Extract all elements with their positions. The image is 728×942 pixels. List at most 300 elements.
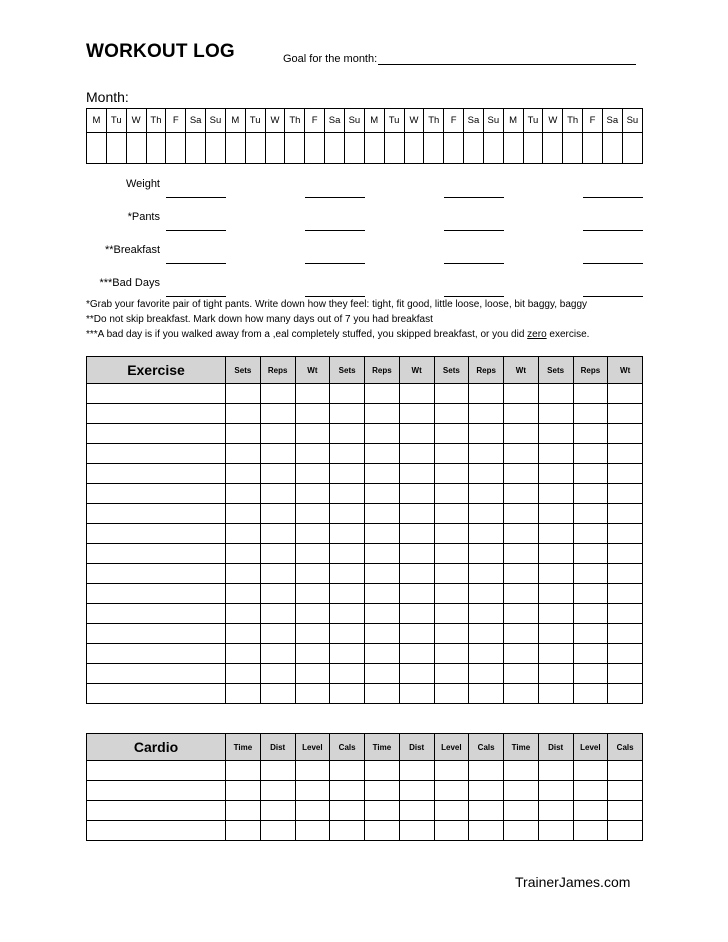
exercise-entry-cell[interactable] xyxy=(226,564,261,584)
exercise-entry-cell[interactable] xyxy=(573,664,608,684)
exercise-entry-cell[interactable] xyxy=(538,624,573,644)
exercise-entry-cell[interactable] xyxy=(504,564,539,584)
cardio-entry-cell[interactable] xyxy=(260,761,295,781)
exercise-entry-cell[interactable] xyxy=(226,684,261,704)
day-checkbox[interactable] xyxy=(166,133,186,164)
day-checkbox[interactable] xyxy=(126,133,146,164)
cardio-entry-cell[interactable] xyxy=(226,761,261,781)
exercise-entry-cell[interactable] xyxy=(330,684,365,704)
exercise-entry-cell[interactable] xyxy=(434,584,469,604)
day-checkbox[interactable] xyxy=(186,133,206,164)
exercise-entry-cell[interactable] xyxy=(608,444,643,464)
exercise-entry-cell[interactable] xyxy=(573,464,608,484)
exercise-entry-cell[interactable] xyxy=(226,524,261,544)
exercise-entry-cell[interactable] xyxy=(295,424,330,444)
exercise-entry-cell[interactable] xyxy=(608,564,643,584)
exercise-entry-cell[interactable] xyxy=(330,444,365,464)
exercise-entry-cell[interactable] xyxy=(608,384,643,404)
exercise-entry-cell[interactable] xyxy=(608,424,643,444)
exercise-name-cell[interactable] xyxy=(87,644,226,664)
exercise-name-cell[interactable] xyxy=(87,584,226,604)
tracking-entry-line[interactable] xyxy=(444,263,504,264)
day-checkbox[interactable] xyxy=(483,133,503,164)
exercise-entry-cell[interactable] xyxy=(330,464,365,484)
exercise-entry-cell[interactable] xyxy=(608,644,643,664)
exercise-entry-cell[interactable] xyxy=(608,404,643,424)
exercise-name-cell[interactable] xyxy=(87,424,226,444)
exercise-entry-cell[interactable] xyxy=(538,584,573,604)
day-checkbox[interactable] xyxy=(622,133,642,164)
exercise-entry-cell[interactable] xyxy=(608,604,643,624)
cardio-entry-cell[interactable] xyxy=(504,761,539,781)
exercise-entry-cell[interactable] xyxy=(295,604,330,624)
exercise-entry-cell[interactable] xyxy=(573,384,608,404)
tracking-entry-line[interactable] xyxy=(444,230,504,231)
exercise-entry-cell[interactable] xyxy=(434,664,469,684)
cardio-entry-cell[interactable] xyxy=(469,761,504,781)
exercise-entry-cell[interactable] xyxy=(538,404,573,424)
exercise-entry-cell[interactable] xyxy=(226,444,261,464)
exercise-entry-cell[interactable] xyxy=(504,524,539,544)
cardio-entry-cell[interactable] xyxy=(504,801,539,821)
exercise-entry-cell[interactable] xyxy=(330,384,365,404)
cardio-entry-cell[interactable] xyxy=(365,761,400,781)
exercise-name-cell[interactable] xyxy=(87,624,226,644)
day-checkbox[interactable] xyxy=(245,133,265,164)
exercise-name-cell[interactable] xyxy=(87,604,226,624)
cardio-entry-cell[interactable] xyxy=(226,801,261,821)
cardio-entry-cell[interactable] xyxy=(399,761,434,781)
cardio-name-cell[interactable] xyxy=(87,821,226,841)
exercise-entry-cell[interactable] xyxy=(295,564,330,584)
cardio-entry-cell[interactable] xyxy=(608,801,643,821)
day-checkbox[interactable] xyxy=(424,133,444,164)
cardio-entry-cell[interactable] xyxy=(295,761,330,781)
exercise-entry-cell[interactable] xyxy=(469,664,504,684)
cardio-entry-cell[interactable] xyxy=(538,761,573,781)
exercise-entry-cell[interactable] xyxy=(399,644,434,664)
exercise-entry-cell[interactable] xyxy=(573,604,608,624)
exercise-entry-cell[interactable] xyxy=(399,444,434,464)
exercise-entry-cell[interactable] xyxy=(469,604,504,624)
exercise-entry-cell[interactable] xyxy=(260,664,295,684)
exercise-entry-cell[interactable] xyxy=(434,544,469,564)
exercise-entry-cell[interactable] xyxy=(226,604,261,624)
exercise-entry-cell[interactable] xyxy=(469,544,504,564)
exercise-entry-cell[interactable] xyxy=(365,484,400,504)
exercise-entry-cell[interactable] xyxy=(469,404,504,424)
exercise-entry-cell[interactable] xyxy=(573,564,608,584)
exercise-entry-cell[interactable] xyxy=(226,404,261,424)
exercise-entry-cell[interactable] xyxy=(330,584,365,604)
exercise-entry-cell[interactable] xyxy=(608,684,643,704)
cardio-entry-cell[interactable] xyxy=(538,801,573,821)
exercise-name-cell[interactable] xyxy=(87,684,226,704)
exercise-entry-cell[interactable] xyxy=(469,564,504,584)
cardio-name-cell[interactable] xyxy=(87,761,226,781)
exercise-entry-cell[interactable] xyxy=(573,544,608,564)
exercise-entry-cell[interactable] xyxy=(434,604,469,624)
exercise-entry-cell[interactable] xyxy=(608,524,643,544)
exercise-entry-cell[interactable] xyxy=(365,444,400,464)
day-checkbox[interactable] xyxy=(404,133,424,164)
exercise-entry-cell[interactable] xyxy=(608,484,643,504)
cardio-entry-cell[interactable] xyxy=(365,781,400,801)
exercise-entry-cell[interactable] xyxy=(504,624,539,644)
exercise-entry-cell[interactable] xyxy=(469,444,504,464)
exercise-name-cell[interactable] xyxy=(87,664,226,684)
exercise-entry-cell[interactable] xyxy=(399,384,434,404)
day-checkbox[interactable] xyxy=(543,133,563,164)
exercise-entry-cell[interactable] xyxy=(434,464,469,484)
cardio-entry-cell[interactable] xyxy=(260,781,295,801)
exercise-entry-cell[interactable] xyxy=(573,684,608,704)
day-checkbox[interactable] xyxy=(285,133,305,164)
exercise-name-cell[interactable] xyxy=(87,404,226,424)
exercise-entry-cell[interactable] xyxy=(260,644,295,664)
exercise-entry-cell[interactable] xyxy=(365,404,400,424)
exercise-entry-cell[interactable] xyxy=(573,444,608,464)
exercise-entry-cell[interactable] xyxy=(504,404,539,424)
tracking-entry-line[interactable] xyxy=(166,263,226,264)
exercise-entry-cell[interactable] xyxy=(330,504,365,524)
day-checkbox[interactable] xyxy=(583,133,603,164)
tracking-entry-line[interactable] xyxy=(305,197,365,198)
cardio-entry-cell[interactable] xyxy=(434,781,469,801)
exercise-entry-cell[interactable] xyxy=(295,544,330,564)
exercise-entry-cell[interactable] xyxy=(469,504,504,524)
exercise-name-cell[interactable] xyxy=(87,504,226,524)
exercise-name-cell[interactable] xyxy=(87,444,226,464)
exercise-entry-cell[interactable] xyxy=(538,604,573,624)
tracking-entry-line[interactable] xyxy=(583,263,643,264)
exercise-entry-cell[interactable] xyxy=(434,444,469,464)
exercise-entry-cell[interactable] xyxy=(260,504,295,524)
exercise-entry-cell[interactable] xyxy=(330,564,365,584)
day-checkbox[interactable] xyxy=(106,133,126,164)
exercise-entry-cell[interactable] xyxy=(330,424,365,444)
exercise-entry-cell[interactable] xyxy=(365,424,400,444)
exercise-entry-cell[interactable] xyxy=(434,504,469,524)
exercise-entry-cell[interactable] xyxy=(260,544,295,564)
exercise-name-cell[interactable] xyxy=(87,464,226,484)
exercise-entry-cell[interactable] xyxy=(330,624,365,644)
exercise-entry-cell[interactable] xyxy=(260,404,295,424)
exercise-entry-cell[interactable] xyxy=(573,504,608,524)
exercise-entry-cell[interactable] xyxy=(469,424,504,444)
exercise-entry-cell[interactable] xyxy=(295,464,330,484)
exercise-entry-cell[interactable] xyxy=(365,464,400,484)
exercise-entry-cell[interactable] xyxy=(399,504,434,524)
exercise-entry-cell[interactable] xyxy=(608,504,643,524)
exercise-entry-cell[interactable] xyxy=(504,644,539,664)
exercise-entry-cell[interactable] xyxy=(330,484,365,504)
exercise-entry-cell[interactable] xyxy=(226,644,261,664)
exercise-entry-cell[interactable] xyxy=(504,384,539,404)
exercise-entry-cell[interactable] xyxy=(538,684,573,704)
exercise-entry-cell[interactable] xyxy=(295,624,330,644)
exercise-entry-cell[interactable] xyxy=(226,544,261,564)
exercise-entry-cell[interactable] xyxy=(538,484,573,504)
cardio-entry-cell[interactable] xyxy=(573,801,608,821)
exercise-entry-cell[interactable] xyxy=(504,504,539,524)
exercise-entry-cell[interactable] xyxy=(295,644,330,664)
exercise-entry-cell[interactable] xyxy=(469,584,504,604)
exercise-entry-cell[interactable] xyxy=(399,484,434,504)
tracking-entry-line[interactable] xyxy=(305,263,365,264)
cardio-entry-cell[interactable] xyxy=(469,781,504,801)
cardio-entry-cell[interactable] xyxy=(295,821,330,841)
exercise-entry-cell[interactable] xyxy=(538,524,573,544)
exercise-entry-cell[interactable] xyxy=(365,664,400,684)
day-checkbox[interactable] xyxy=(444,133,464,164)
exercise-entry-cell[interactable] xyxy=(434,524,469,544)
exercise-entry-cell[interactable] xyxy=(538,664,573,684)
exercise-entry-cell[interactable] xyxy=(469,684,504,704)
day-checkbox[interactable] xyxy=(344,133,364,164)
cardio-name-cell[interactable] xyxy=(87,781,226,801)
exercise-entry-cell[interactable] xyxy=(504,444,539,464)
exercise-entry-cell[interactable] xyxy=(573,644,608,664)
exercise-entry-cell[interactable] xyxy=(538,504,573,524)
exercise-entry-cell[interactable] xyxy=(330,544,365,564)
exercise-entry-cell[interactable] xyxy=(260,444,295,464)
exercise-entry-cell[interactable] xyxy=(434,424,469,444)
cardio-entry-cell[interactable] xyxy=(469,801,504,821)
day-checkbox[interactable] xyxy=(384,133,404,164)
cardio-entry-cell[interactable] xyxy=(434,821,469,841)
day-checkbox[interactable] xyxy=(364,133,384,164)
exercise-entry-cell[interactable] xyxy=(538,444,573,464)
exercise-entry-cell[interactable] xyxy=(365,544,400,564)
exercise-entry-cell[interactable] xyxy=(504,684,539,704)
cardio-entry-cell[interactable] xyxy=(608,781,643,801)
exercise-entry-cell[interactable] xyxy=(504,664,539,684)
exercise-entry-cell[interactable] xyxy=(226,664,261,684)
cardio-entry-cell[interactable] xyxy=(399,781,434,801)
cardio-entry-cell[interactable] xyxy=(573,821,608,841)
exercise-entry-cell[interactable] xyxy=(434,384,469,404)
exercise-entry-cell[interactable] xyxy=(399,404,434,424)
cardio-entry-cell[interactable] xyxy=(434,761,469,781)
exercise-entry-cell[interactable] xyxy=(260,564,295,584)
exercise-entry-cell[interactable] xyxy=(295,484,330,504)
exercise-entry-cell[interactable] xyxy=(399,524,434,544)
cardio-entry-cell[interactable] xyxy=(330,761,365,781)
exercise-entry-cell[interactable] xyxy=(434,484,469,504)
exercise-entry-cell[interactable] xyxy=(226,384,261,404)
exercise-entry-cell[interactable] xyxy=(504,424,539,444)
exercise-entry-cell[interactable] xyxy=(260,684,295,704)
cardio-name-cell[interactable] xyxy=(87,801,226,821)
exercise-entry-cell[interactable] xyxy=(399,604,434,624)
exercise-entry-cell[interactable] xyxy=(608,584,643,604)
cardio-entry-cell[interactable] xyxy=(608,821,643,841)
exercise-entry-cell[interactable] xyxy=(399,624,434,644)
exercise-entry-cell[interactable] xyxy=(365,644,400,664)
exercise-entry-cell[interactable] xyxy=(226,484,261,504)
exercise-entry-cell[interactable] xyxy=(608,544,643,564)
exercise-entry-cell[interactable] xyxy=(226,584,261,604)
exercise-entry-cell[interactable] xyxy=(330,524,365,544)
exercise-entry-cell[interactable] xyxy=(608,624,643,644)
cardio-entry-cell[interactable] xyxy=(538,781,573,801)
exercise-name-cell[interactable] xyxy=(87,384,226,404)
exercise-entry-cell[interactable] xyxy=(399,464,434,484)
exercise-entry-cell[interactable] xyxy=(434,404,469,424)
day-checkbox[interactable] xyxy=(503,133,523,164)
exercise-entry-cell[interactable] xyxy=(573,584,608,604)
cardio-entry-cell[interactable] xyxy=(434,801,469,821)
exercise-entry-cell[interactable] xyxy=(399,544,434,564)
exercise-entry-cell[interactable] xyxy=(295,504,330,524)
exercise-entry-cell[interactable] xyxy=(295,384,330,404)
exercise-entry-cell[interactable] xyxy=(469,524,504,544)
exercise-entry-cell[interactable] xyxy=(504,604,539,624)
tracking-entry-line[interactable] xyxy=(305,230,365,231)
day-checkbox[interactable] xyxy=(87,133,107,164)
tracking-entry-line[interactable] xyxy=(583,296,643,297)
exercise-entry-cell[interactable] xyxy=(504,544,539,564)
exercise-entry-cell[interactable] xyxy=(538,464,573,484)
exercise-entry-cell[interactable] xyxy=(399,584,434,604)
exercise-entry-cell[interactable] xyxy=(260,384,295,404)
cardio-entry-cell[interactable] xyxy=(260,801,295,821)
exercise-entry-cell[interactable] xyxy=(538,564,573,584)
exercise-entry-cell[interactable] xyxy=(573,404,608,424)
exercise-entry-cell[interactable] xyxy=(260,484,295,504)
day-checkbox[interactable] xyxy=(206,133,226,164)
day-checkbox[interactable] xyxy=(146,133,166,164)
exercise-entry-cell[interactable] xyxy=(295,684,330,704)
exercise-entry-cell[interactable] xyxy=(365,684,400,704)
day-checkbox[interactable] xyxy=(563,133,583,164)
cardio-entry-cell[interactable] xyxy=(330,821,365,841)
exercise-entry-cell[interactable] xyxy=(330,404,365,424)
cardio-entry-cell[interactable] xyxy=(365,801,400,821)
cardio-entry-cell[interactable] xyxy=(260,821,295,841)
day-checkbox[interactable] xyxy=(464,133,484,164)
exercise-entry-cell[interactable] xyxy=(365,584,400,604)
exercise-entry-cell[interactable] xyxy=(573,424,608,444)
cardio-entry-cell[interactable] xyxy=(295,781,330,801)
exercise-entry-cell[interactable] xyxy=(608,464,643,484)
exercise-entry-cell[interactable] xyxy=(538,544,573,564)
day-checkbox[interactable] xyxy=(265,133,285,164)
cardio-entry-cell[interactable] xyxy=(538,821,573,841)
cardio-entry-cell[interactable] xyxy=(608,761,643,781)
exercise-entry-cell[interactable] xyxy=(260,424,295,444)
day-checkbox[interactable] xyxy=(225,133,245,164)
exercise-entry-cell[interactable] xyxy=(295,444,330,464)
exercise-entry-cell[interactable] xyxy=(226,464,261,484)
exercise-entry-cell[interactable] xyxy=(469,464,504,484)
day-checkbox[interactable] xyxy=(523,133,543,164)
exercise-entry-cell[interactable] xyxy=(365,624,400,644)
cardio-entry-cell[interactable] xyxy=(330,801,365,821)
exercise-entry-cell[interactable] xyxy=(295,404,330,424)
cardio-entry-cell[interactable] xyxy=(399,801,434,821)
exercise-entry-cell[interactable] xyxy=(573,484,608,504)
exercise-entry-cell[interactable] xyxy=(469,384,504,404)
exercise-entry-cell[interactable] xyxy=(260,524,295,544)
exercise-entry-cell[interactable] xyxy=(330,664,365,684)
exercise-entry-cell[interactable] xyxy=(434,644,469,664)
exercise-entry-cell[interactable] xyxy=(504,464,539,484)
exercise-name-cell[interactable] xyxy=(87,524,226,544)
goal-field[interactable] xyxy=(283,53,636,65)
cardio-entry-cell[interactable] xyxy=(330,781,365,801)
exercise-entry-cell[interactable] xyxy=(399,424,434,444)
exercise-name-cell[interactable] xyxy=(87,484,226,504)
tracking-entry-line[interactable] xyxy=(166,230,226,231)
exercise-entry-cell[interactable] xyxy=(295,584,330,604)
exercise-entry-cell[interactable] xyxy=(365,564,400,584)
exercise-entry-cell[interactable] xyxy=(573,524,608,544)
exercise-entry-cell[interactable] xyxy=(365,604,400,624)
exercise-entry-cell[interactable] xyxy=(365,384,400,404)
day-checkbox[interactable] xyxy=(305,133,325,164)
exercise-name-cell[interactable] xyxy=(87,544,226,564)
tracking-entry-line[interactable] xyxy=(583,197,643,198)
exercise-entry-cell[interactable] xyxy=(469,624,504,644)
exercise-entry-cell[interactable] xyxy=(608,664,643,684)
exercise-entry-cell[interactable] xyxy=(260,624,295,644)
tracking-entry-line[interactable] xyxy=(444,197,504,198)
exercise-entry-cell[interactable] xyxy=(226,624,261,644)
cardio-entry-cell[interactable] xyxy=(399,821,434,841)
exercise-entry-cell[interactable] xyxy=(434,624,469,644)
cardio-entry-cell[interactable] xyxy=(365,821,400,841)
exercise-entry-cell[interactable] xyxy=(399,684,434,704)
goal-input-line[interactable] xyxy=(378,53,636,65)
exercise-entry-cell[interactable] xyxy=(469,484,504,504)
tracking-entry-line[interactable] xyxy=(583,230,643,231)
cardio-entry-cell[interactable] xyxy=(226,821,261,841)
exercise-entry-cell[interactable] xyxy=(504,584,539,604)
exercise-entry-cell[interactable] xyxy=(295,524,330,544)
exercise-entry-cell[interactable] xyxy=(330,604,365,624)
exercise-entry-cell[interactable] xyxy=(365,504,400,524)
cardio-entry-cell[interactable] xyxy=(504,821,539,841)
exercise-entry-cell[interactable] xyxy=(226,424,261,444)
exercise-entry-cell[interactable] xyxy=(260,604,295,624)
day-checkbox[interactable] xyxy=(602,133,622,164)
exercise-entry-cell[interactable] xyxy=(365,524,400,544)
exercise-entry-cell[interactable] xyxy=(434,684,469,704)
exercise-entry-cell[interactable] xyxy=(260,464,295,484)
exercise-entry-cell[interactable] xyxy=(538,384,573,404)
cardio-entry-cell[interactable] xyxy=(226,781,261,801)
cardio-entry-cell[interactable] xyxy=(295,801,330,821)
exercise-entry-cell[interactable] xyxy=(538,424,573,444)
day-checkbox[interactable] xyxy=(325,133,345,164)
exercise-entry-cell[interactable] xyxy=(504,484,539,504)
exercise-entry-cell[interactable] xyxy=(573,624,608,644)
exercise-entry-cell[interactable] xyxy=(538,644,573,664)
exercise-entry-cell[interactable] xyxy=(469,644,504,664)
cardio-entry-cell[interactable] xyxy=(504,781,539,801)
exercise-entry-cell[interactable] xyxy=(330,644,365,664)
tracking-entry-line[interactable] xyxy=(166,197,226,198)
exercise-entry-cell[interactable] xyxy=(295,664,330,684)
cardio-entry-cell[interactable] xyxy=(573,781,608,801)
cardio-entry-cell[interactable] xyxy=(469,821,504,841)
exercise-entry-cell[interactable] xyxy=(399,564,434,584)
exercise-entry-cell[interactable] xyxy=(434,564,469,584)
exercise-entry-cell[interactable] xyxy=(226,504,261,524)
exercise-name-cell[interactable] xyxy=(87,564,226,584)
